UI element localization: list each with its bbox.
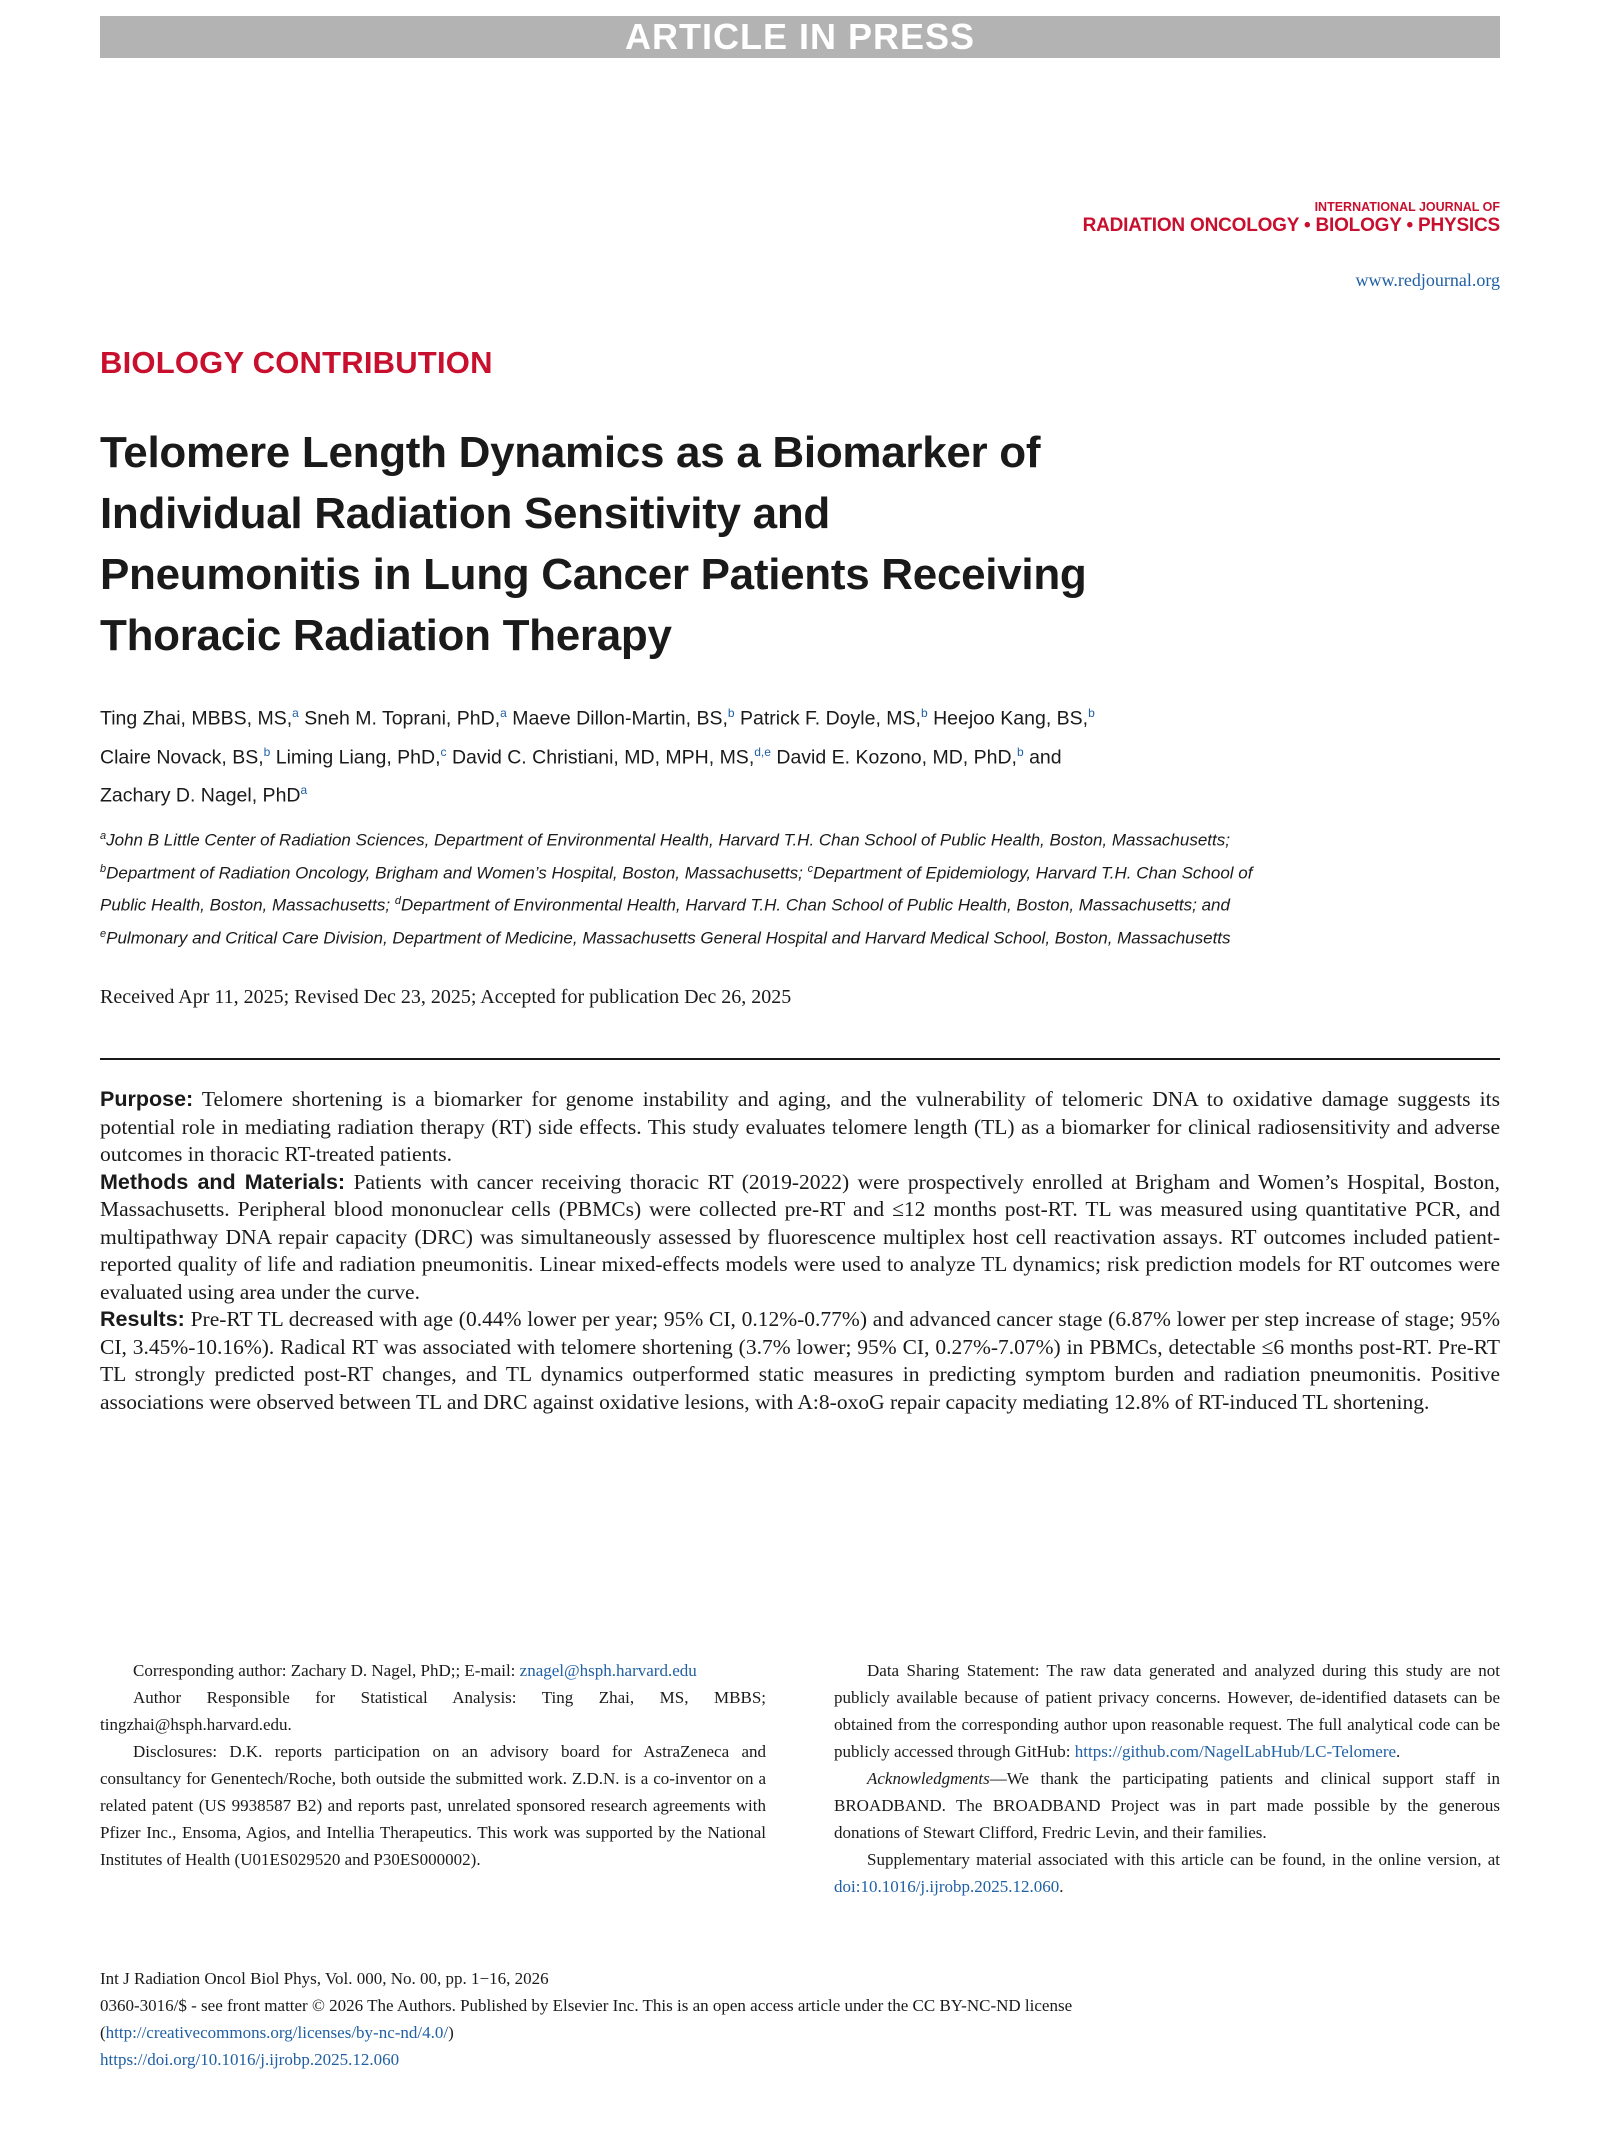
github-link[interactable]: https://github.com/NagelLabHub/LC-Telomere <box>1074 1742 1397 1761</box>
author-affiliation-sup[interactable]: c <box>440 744 447 759</box>
data-sharing-text: Data Sharing Statement: The raw data generated and analyzed during this study are not publicly available because of patient privacy concerns. However, de-identified datasets can be obtained from the corresponding author upon reasonable request. The full analytical code can be publicly accessed through GitHub: <box>834 1661 1500 1761</box>
affiliation-a: John B Little Center of Radiation Sciences, Department of Environmental Health, Harvard T.H. Chan School of Public Health, Boston, Massachusetts; <box>106 830 1230 850</box>
author-affiliation-sup[interactable]: b <box>1016 744 1024 759</box>
journal-name-big: RADIATION ONCOLOGY • BIOLOGY • PHYSICS <box>1082 215 1500 236</box>
journal-url-link[interactable]: www.redjournal.org <box>1355 270 1500 290</box>
author-name: David E. Kozono, MD, PhD, <box>776 746 1017 768</box>
acknowledgments-text: —We thank the participating patients and clinical support staff in BROADBAND. The BROADBAND Project was in part made possible by the generous donations of Stewart Clifford, Fredric Levin, and their families. <box>834 1769 1500 1842</box>
section-label: BIOLOGY CONTRIBUTION <box>100 345 493 380</box>
statistical-analysis-note: Author Responsible for Statistical Analysis: Ting Zhai, MS, MBBS; tingzhai@hsph.harvard.edu. <box>100 1688 766 1734</box>
abstract-results-label: Results: <box>100 1307 185 1331</box>
author-affiliation-sup[interactable]: b <box>263 744 271 759</box>
author-name: Claire Novack, BS, <box>100 746 264 768</box>
acknowledgments-label: Acknowledgments <box>867 1769 990 1788</box>
author-name: Zachary D. Nagel, PhD <box>100 784 301 807</box>
journal-citation: Int J Radiation Oncol Biol Phys, Vol. 000, No. 00, pp. 1−16, 2026 <box>100 1969 549 1988</box>
abstract-methods-label: Methods and Materials: <box>100 1169 346 1194</box>
corresponding-author-note <box>100 1657 766 1684</box>
author-name: David C. Christiani, MD, MPH, MS, <box>451 746 755 768</box>
abstract-results-text: Pre-RT TL decreased with age (0.44% lower per year; 95% CI, 0.12%-0.77%) and advanced cancer stage (6.87% lower per step increase of stage; 95% CI, 3.45%-10.16%). Radical RT was associated with telomere shortening (3.7% lower; 95% CI, 0.27%-7.07%) in PBMCs, detectable ≤6 months post-RT. Pre-RT TL strongly predicted post-RT changes, and TL dynamics outperformed static measures in predicting symptom burden and radiation pneumonitis. Positive associations were observed between TL and DRC against oxidative lesions, with A:8-oxoG repair capacity mediating 12.8% of RT-induced TL shortening. <box>100 1307 1501 1414</box>
title-line: Thoracic Radiation Therapy <box>100 611 672 660</box>
supplementary-text: Supplementary material associated with this article can be found, in the online version, at <box>867 1850 1500 1869</box>
affiliation-sup: d <box>394 895 401 908</box>
author-affiliation-sup[interactable]: d,e <box>754 744 771 759</box>
corresponding-author-text: Corresponding author: Zachary D. Nagel, PhD;; E-mail: <box>133 1661 516 1680</box>
title-line: Pneumonitis in Lung Cancer Patients Receiving <box>100 550 1087 599</box>
author-affiliation-sup[interactable]: a <box>300 783 308 797</box>
author-line <box>100 774 1350 813</box>
abstract-methods-text: Patients with cancer receiving thoracic RT (2019-2022) were prospectively enrolled at Brigham and Women’s Hospital, Boston, Massachusetts. Peripheral blood mononuclear cells (PBMCs) were collected pre-RT and ≤12 months post-RT. TL was measured using quantitative PCR, and multipathway DNA repair capacity (DRC) was simultaneously assessed by fluorescence multiplex host cell reactivation assays. RT outcomes included patient-reported quality of life and radiation pneumonitis. Linear mixed-effects models were used to analyze TL dynamics; risk prediction models for RT outcomes were evaluated using area under the curve. <box>100 1169 1500 1304</box>
journal-name-small: INTERNATIONAL JOURNAL OF <box>1314 200 1500 214</box>
abstract-divider <box>100 1058 1500 1060</box>
author-affiliation-sup[interactable]: b <box>920 706 928 720</box>
data-sharing-note: Data Sharing Statement: The raw data generated and analyzed during this study are not publicly available because of patient privacy concerns. However, de-identified datasets can be obtained from the corresponding author upon reasonable request. The full analytical code can be publicly accessed through GitHub: https://github.com/NagelLabHub/LC-Telomere. <box>834 1661 1500 1761</box>
author-name: Liming Liang, PhD, <box>275 746 441 768</box>
footnotes-right-column <box>834 1657 1500 1900</box>
author-list <box>100 697 1350 813</box>
author-name: Patrick F. Doyle, MS, <box>740 707 921 730</box>
author-line <box>100 697 1350 736</box>
article-in-press-banner: ARTICLE IN PRESS <box>100 16 1500 58</box>
footnotes-left-column <box>100 1657 766 1873</box>
title-line: Telomere Length Dynamics as a Biomarker of <box>100 428 1041 477</box>
author-name: Maeve Dillon-Martin, BS, <box>512 707 728 730</box>
affiliation-sup: a <box>100 830 107 842</box>
author-affiliation-sup[interactable]: a <box>500 706 507 720</box>
affiliation-sup: c <box>807 862 814 875</box>
author-name: Ting Zhai, MBBS, MS, <box>100 707 293 730</box>
author-affiliation-sup[interactable]: a <box>292 706 299 720</box>
title-line: Individual Radiation Sensitivity and <box>100 489 830 538</box>
affiliation-c: Department of Epidemiology, Harvard T.H. Chan School of Public Health, Boston, Massachusetts; <box>100 863 1253 915</box>
journal-masthead <box>1083 200 1500 238</box>
license-link-line: (http://creativecommons.org/licenses/by-nc-nd/4.0/) <box>100 2023 454 2042</box>
affiliation-e: Pulmonary and Critical Care Division, Department of Medicine, Massachusetts General Hospital and Harvard Medical School, Boston, Massachusetts <box>106 928 1231 948</box>
affiliations <box>100 822 1280 953</box>
author-name: Heejoo Kang, BS, <box>933 707 1089 730</box>
abstract-purpose-text: Telomere shortening is a biomarker for genome instability and aging, and the vulnerability of telomeric DNA to oxidative damage suggests its potential role in mediating radiation therapy (RT) side effects. This study evaluates telomere length (TL) as a biomarker for clinical radiosensitivity and adverse outcomes in thoracic RT-treated patients. <box>100 1087 1500 1166</box>
affiliation-sup: b <box>100 862 107 875</box>
abstract-purpose <box>100 1086 1500 1169</box>
abstract-purpose-label: Purpose: <box>100 1087 194 1111</box>
abstract-methods <box>100 1169 1500 1307</box>
author-affiliation-sup[interactable]: b <box>727 706 735 720</box>
disclosures-note: Disclosures: D.K. reports participation on an advisory board for AstraZeneca and consultancy for Genentech/Roche, both outside the submitted work. Z.D.N. is a co-inventor on a related patent (US 9938587 B2) and reports past, unrelated sponsored research agreements with Pfizer Inc., Ensoma, Agios, and Intellia Therapeutics. This work was supported by the National Institutes of Health (U01ES029520 and P30ES000002). <box>100 1742 766 1869</box>
author-conjunction: and <box>1029 746 1062 768</box>
abstract <box>100 1086 1500 1416</box>
license-statement: 0360-3016/$ - see front matter © 2026 The Authors. Published by Elsevier Inc. This is an open access article under the CC BY-NC-ND license <box>100 1996 1073 2015</box>
author-line <box>100 736 1350 775</box>
corresponding-email-link[interactable]: znagel@hsph.harvard.edu <box>519 1661 697 1680</box>
received-dates: Received Apr 11, 2025; Revised Dec 23, 2025; Accepted for publication Dec 26, 2025 <box>100 986 792 1008</box>
license-link[interactable]: http://creativecommons.org/licenses/by-nc-nd/4.0/ <box>105 2023 449 2042</box>
article-title <box>100 422 1300 666</box>
supplementary-doi-link[interactable]: doi:10.1016/j.ijrobp.2025.12.060 <box>834 1877 1060 1896</box>
affiliation-d: Department of Environmental Health, Harvard T.H. Chan School of Public Health, Boston, Massachusetts; and <box>400 895 1230 915</box>
supplementary-note: Supplementary material associated with this article can be found, in the online version, at doi:10.1016/j.ijrobp.2025.12.060. <box>834 1850 1500 1896</box>
doi-link[interactable]: https://doi.org/10.1016/j.ijrobp.2025.12.060 <box>100 2050 400 2069</box>
acknowledgments-note <box>834 1765 1500 1846</box>
affiliation-b: Department of Radiation Oncology, Brigham and Women’s Hospital, Boston, Massachusetts; <box>106 863 803 883</box>
abstract-results <box>100 1306 1500 1416</box>
author-name: Sneh M. Toprani, PhD, <box>304 707 501 730</box>
author-affiliation-sup[interactable]: b <box>1088 706 1095 720</box>
affiliation-sup: e <box>100 927 107 940</box>
page-footer <box>100 1965 1500 2073</box>
